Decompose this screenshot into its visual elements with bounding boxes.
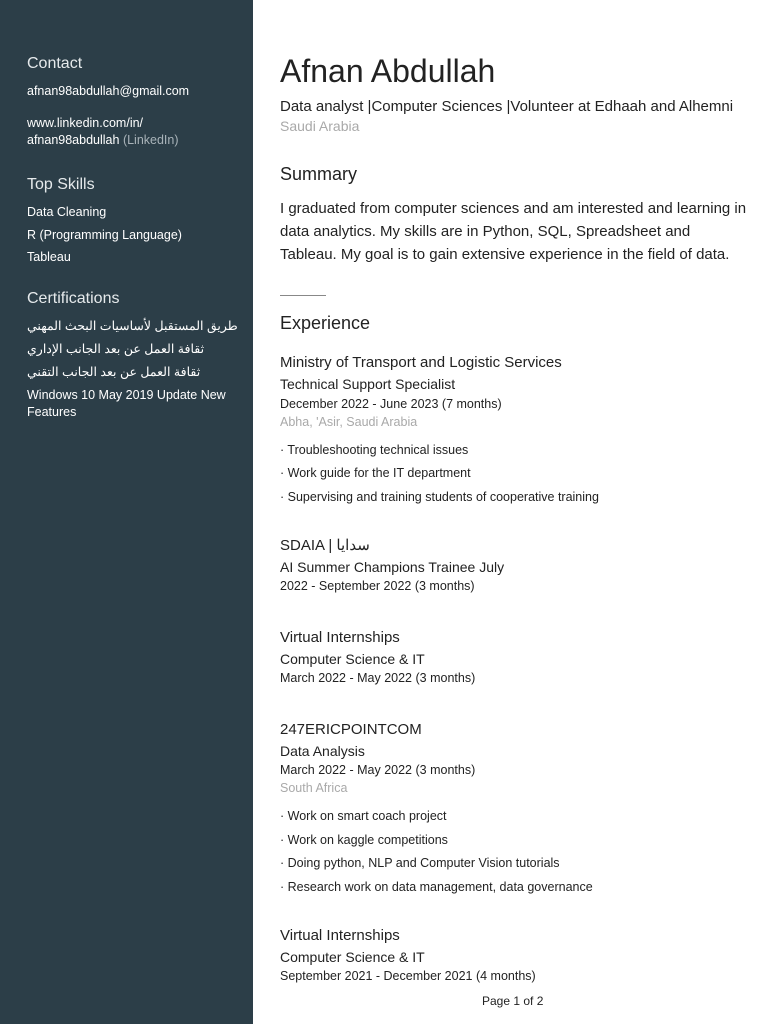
job-title: Computer Science & IT (280, 949, 425, 965)
job-dates: 2022 - September 2022 (3 months) (280, 579, 475, 593)
job-bullet: · Work guide for the IT department (280, 466, 471, 480)
sidebar (0, 0, 253, 1024)
job-bullet: · Work on smart coach project (280, 809, 447, 823)
job-title: Technical Support Specialist (280, 376, 456, 392)
job-dates: March 2022 - May 2022 (3 months) (280, 763, 476, 777)
certification-item: ثقافة العمل عن بعد الجانب التقني (27, 365, 201, 379)
skill-item: R (Programming Language) (27, 228, 182, 242)
job-dates: September 2021 - December 2021 (4 months) (280, 969, 536, 983)
main-content (280, 0, 750, 1024)
job-location: South Africa (280, 781, 348, 795)
job-bullet: · Doing python, NLP and Computer Vision tutorials (280, 856, 560, 870)
job-title: Data Analysis (280, 743, 365, 759)
job-dates: March 2022 - May 2022 (3 months) (280, 671, 476, 685)
job-location: Abha, 'Asir, Saudi Arabia (280, 415, 418, 429)
linkedin-url-line2: afnan98abdullah (27, 133, 120, 147)
job-dates: December 2022 - June 2023 (7 months) (280, 397, 502, 411)
skill-item: Data Cleaning (27, 205, 107, 219)
summary-text: I graduated from computer sciences and am interested and learning in data analytics. My skills are in Python, SQL, Spreadsheet and Tableau. My goal is to gain extensive experience in the field of data. (280, 200, 747, 263)
linkedin-link[interactable] (27, 115, 242, 149)
location: Saudi Arabia (280, 118, 360, 134)
experience-heading: Experience (280, 313, 371, 333)
company-name: Virtual Internships (280, 629, 400, 646)
job-bullet: · Research work on data management, data governance (280, 880, 593, 894)
email-link[interactable]: afnan98abdullah@gmail.com (27, 84, 190, 98)
headline: Data analyst |Computer Sciences |Volunteer at Edhaah and Alhemni (280, 98, 734, 115)
top-skills-heading: Top Skills (27, 176, 95, 193)
page-number: Page 1 of 2 (482, 994, 544, 1008)
certifications-heading: Certifications (27, 290, 120, 307)
job-bullet: · Supervising and training students of cooperative training (280, 490, 599, 504)
linkedin-label: (LinkedIn) (122, 133, 179, 147)
job-title: AI Summer Champions Trainee July (280, 559, 505, 575)
certification-item: ثقافة العمل عن بعد الجانب الإداري (27, 342, 205, 356)
job-bullet: · Troubleshooting technical issues (280, 443, 469, 457)
summary-heading: Summary (280, 164, 358, 184)
company-name: SDAIA | سدايا (280, 537, 370, 554)
person-name: Afnan Abdullah (280, 53, 496, 89)
section-divider (280, 295, 326, 296)
certification-item: طريق المستقبل لأساسيات البحث المهني (27, 319, 238, 333)
linkedin-url-line1: www.linkedin.com/in/ (27, 116, 144, 130)
skill-item: Tableau (27, 250, 71, 264)
job-title: Computer Science & IT (280, 651, 425, 667)
certification-item: Windows 10 May 2019 Update New Features (27, 388, 226, 419)
company-name: Virtual Internships (280, 927, 400, 944)
job-bullet: · Work on kaggle competitions (280, 833, 448, 847)
contact-heading: Contact (27, 55, 83, 72)
company-name: Ministry of Transport and Logistic Services (280, 354, 562, 371)
company-name: 247ERICPOINTCOM (280, 721, 422, 738)
